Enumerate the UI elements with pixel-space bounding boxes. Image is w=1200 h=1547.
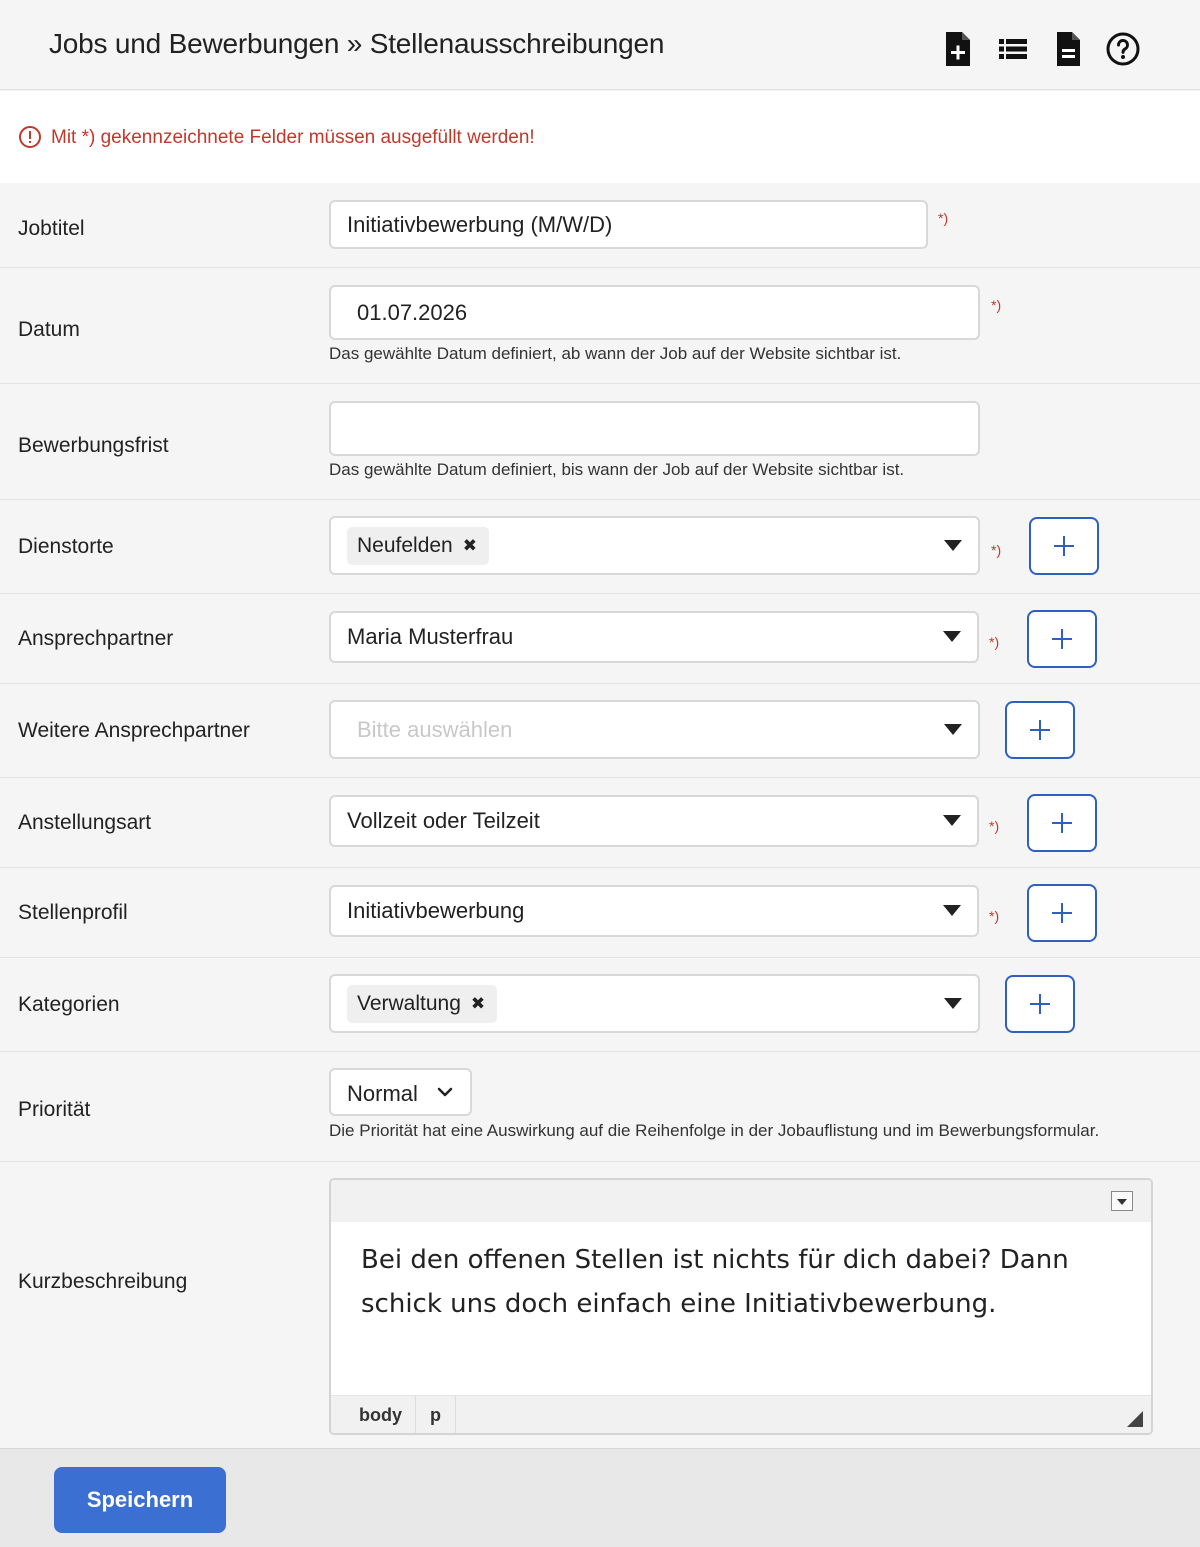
bewerbungsfrist-help: Das gewählte Datum definiert, bis wann der Job auf der Website sichtbar ist. — [329, 460, 905, 479]
toolbar-dropdown-icon[interactable] — [1111, 1191, 1133, 1211]
status-divider — [455, 1396, 456, 1434]
required-marker: *) — [989, 634, 1000, 650]
label-jobtitel: Jobtitel — [18, 217, 85, 240]
row-dienstorte — [0, 500, 1200, 594]
chevron-down-icon — [436, 1083, 454, 1101]
add-weitere-ansprechpartner-button[interactable] — [1005, 701, 1075, 759]
required-marker: *) — [938, 210, 949, 226]
datum-help: Das gewählte Datum definiert, ab wann der Job auf der Website sichtbar ist. — [329, 344, 902, 363]
add-anstellungsart-button[interactable] — [1027, 794, 1097, 852]
caret-down-icon[interactable] — [943, 631, 961, 642]
caret-down-icon[interactable] — [944, 540, 962, 551]
stellenprofil-select[interactable]: Initiativbewerbung — [329, 885, 979, 937]
label-ansprechpartner: Ansprechpartner — [18, 627, 174, 650]
prioritaet-help: Die Priorität hat eine Auswirkung auf die Reihenfolge in der Jobauflistung und im Bewerbungsformular. — [329, 1121, 1100, 1140]
required-marker: *) — [989, 908, 1000, 924]
datum-input[interactable]: 01.07.2026 — [329, 285, 980, 340]
row-prioritaet — [0, 1052, 1200, 1162]
label-bewerbungsfrist: Bewerbungsfrist — [18, 434, 169, 457]
kategorien-select[interactable] — [329, 974, 980, 1033]
editor-statusbar — [331, 1395, 1151, 1433]
list-icon[interactable] — [995, 30, 1031, 68]
row-stellenprofil — [0, 868, 1200, 958]
add-kategorie-button[interactable] — [1005, 975, 1075, 1033]
caret-down-icon[interactable] — [943, 905, 961, 916]
label-stellenprofil: Stellenprofil — [18, 901, 128, 924]
kurzbeschreibung-editor[interactable] — [329, 1178, 1153, 1435]
weitere-ansprechpartner-select[interactable]: Bitte auswählen — [329, 700, 980, 759]
document-icon[interactable] — [1050, 30, 1086, 68]
tag-kategorie: Verwaltung ✖ — [347, 985, 497, 1023]
label-kurzbeschreibung: Kurzbeschreibung — [18, 1270, 188, 1293]
row-bewerbungsfrist — [0, 384, 1200, 500]
resize-handle[interactable] — [1127, 1411, 1143, 1427]
label-weitere-ansprechpartner: Weitere Ansprechpartner — [18, 719, 250, 742]
add-stellenprofil-button[interactable] — [1027, 884, 1097, 942]
editor-toolbar — [331, 1180, 1151, 1222]
row-anstellungsart — [0, 778, 1200, 868]
dienstorte-select[interactable] — [329, 516, 980, 575]
row-ansprechpartner — [0, 594, 1200, 684]
bewerbungsfrist-input[interactable] — [329, 401, 980, 456]
label-kategorien: Kategorien — [18, 993, 120, 1016]
row-datum — [0, 268, 1200, 384]
prioritaet-select[interactable]: Normal — [329, 1068, 472, 1116]
row-jobtitel — [0, 183, 1200, 268]
row-kategorien — [0, 958, 1200, 1052]
editor-content[interactable]: Bei den offenen Stellen ist nichts für dich dabei? Dann schick uns doch einfach eine Initiativbewerbung. — [361, 1245, 1069, 1319]
add-dienstort-button[interactable] — [1029, 517, 1099, 575]
ansprechpartner-select[interactable]: Maria Musterfrau — [329, 611, 979, 663]
tag-remove-icon[interactable]: ✖ — [470, 993, 486, 1013]
status-divider — [415, 1396, 416, 1434]
required-marker: *) — [991, 542, 1002, 558]
notice-text: Mit *) gekennzeichnete Felder müssen ausgefüllt werden! — [51, 127, 535, 148]
label-anstellungsart: Anstellungsart — [18, 811, 152, 834]
save-button[interactable]: Speichern — [54, 1467, 226, 1533]
label-dienstorte: Dienstorte — [18, 535, 114, 558]
caret-down-icon[interactable] — [944, 998, 962, 1009]
jobtitel-input[interactable]: Initiativbewerbung (M/W/D) — [329, 200, 928, 249]
required-marker: *) — [989, 818, 1000, 834]
status-path-body[interactable]: body — [359, 1405, 402, 1425]
label-datum: Datum — [18, 318, 80, 341]
help-circle-icon[interactable] — [1105, 30, 1141, 68]
tag-dienstort: Neufelden ✖ — [347, 527, 489, 565]
label-prioritaet: Priorität — [18, 1098, 91, 1121]
caret-down-icon[interactable] — [944, 724, 962, 735]
row-weitere-ansprechpartner — [0, 684, 1200, 778]
required-marker: *) — [991, 297, 1002, 313]
status-path-p[interactable]: p — [430, 1405, 441, 1425]
form-footer — [0, 1448, 1200, 1547]
file-plus-icon[interactable] — [940, 30, 976, 68]
alert-circle-icon — [18, 125, 42, 149]
required-fields-notice — [0, 91, 1200, 183]
anstellungsart-select[interactable]: Vollzeit oder Teilzeit — [329, 795, 979, 847]
caret-down-icon[interactable] — [943, 815, 961, 826]
add-ansprechpartner-button[interactable] — [1027, 610, 1097, 668]
page-title: Jobs und Bewerbungen » Stellenausschreibungen — [49, 28, 665, 59]
page-header — [0, 0, 1200, 90]
tag-remove-icon[interactable]: ✖ — [462, 535, 477, 555]
